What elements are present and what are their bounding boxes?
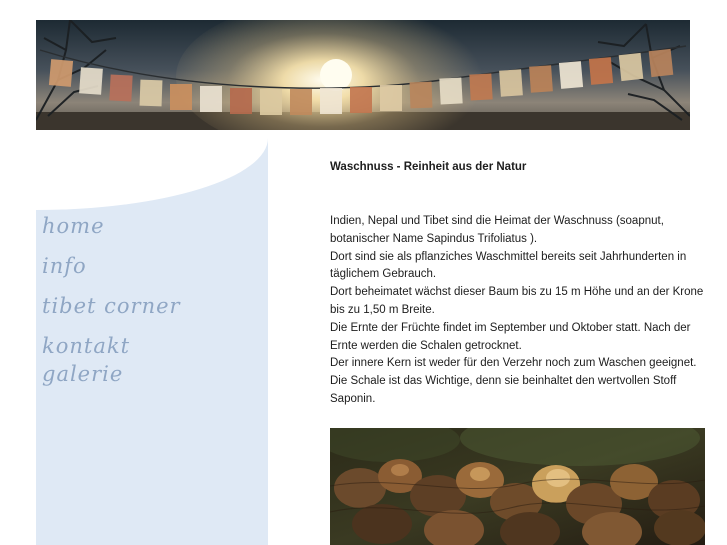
paragraph: Der innere Kern ist weder für den Verzehr noch zum Waschen geeignet. xyxy=(330,357,697,370)
paragraph: Die Ernte der Früchte findet im September und Oktober statt. Nach der Ernte werden die Schalen getrocknet. xyxy=(330,321,691,352)
header-banner-image xyxy=(36,20,690,130)
nav-item-galerie[interactable]: galerie xyxy=(42,362,124,387)
paragraph: Die Schale ist das Wichtige, denn sie beinhaltet den wertvollen Stoff Saponin. xyxy=(330,375,677,406)
page-title: Waschnuss - Reinheit aus der Natur xyxy=(330,161,527,173)
article-body xyxy=(330,213,705,409)
paragraph: Dort sind sie als pflanziches Waschmittel bereits seit Jahrhunderten in täglichem Gebrauch. xyxy=(330,250,687,281)
nav-item-kontakt[interactable]: kontakt xyxy=(42,334,131,359)
soapnut-shells-photo xyxy=(330,428,705,545)
nav-item-tibet-corner[interactable]: tibet corner xyxy=(42,294,181,319)
nav-item-info[interactable]: info xyxy=(42,254,87,279)
main-content xyxy=(330,160,705,409)
nav-item-home[interactable]: home xyxy=(42,214,105,238)
paragraph: Indien, Nepal und Tibet sind die Heimat der Waschnuss (soapnut, botanischer Name Sapindus Trifoliatus ). xyxy=(330,214,664,245)
paragraph: Dort beheimatet wächst dieser Baum bis zu 15 m Höhe und an der Krone bis zu 1,50 m Breite. xyxy=(330,286,704,316)
main-navigation xyxy=(36,215,268,403)
